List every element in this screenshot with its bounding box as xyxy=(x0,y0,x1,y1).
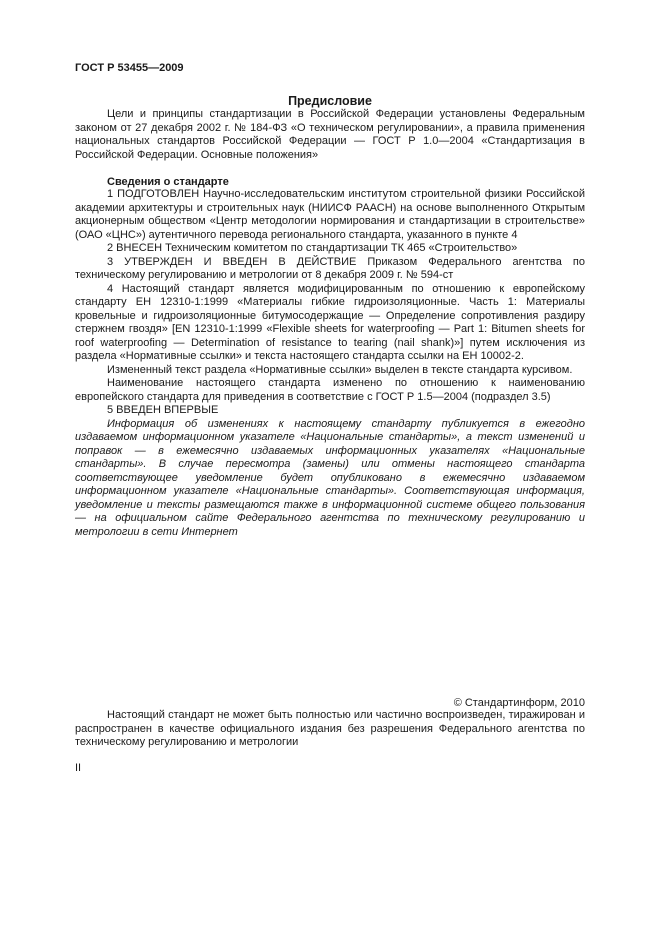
item-1: 1 ПОДГОТОВЛЕН Научно-исследовательским институтом строительной физики Российской академии архитектуры и строительных наук (НИИСФ РААСН) на основе выполненного Открытым акционерным обществом «Центр методологии нормирования и стандартизации в строительстве» (ОАО «ЦНС») аутентичного перевода регионального стандарта, указанного в пункте 4 xyxy=(75,188,585,241)
item-4-paragraph-1: 4 Настоящий стандарт является модифицированным по отношению к европейскому стандарту ЕН 12310-1:1999 «Материалы гибкие гидроизоляционные. Часть 1: Материалы кровельные и гидроизоляционные битумосодержащие — Определение сопротивления раздиру стержнем гвоздя» [EN 12310-1:1999 «Flexible sheets for waterproofing — Part 1: Bitumen sheets for roof waterproofing — Determination of resistance to tearing (nail shank)»] путем исключения из раздела «Нормативные ссылки» и текста настоящего стандарта ссылки на ЕН 10002-2. xyxy=(75,282,585,362)
item-3: 3 УТВЕРЖДЕН И ВВЕДЕН В ДЕЙСТВИЕ Приказом Федерального агентства по техническому регулированию и метрологии от 8 декабря 2009 г. № 594-ст xyxy=(75,255,585,281)
item-5: 5 ВВЕДЕН ВПЕРВЫЕ xyxy=(107,404,219,416)
item-4-paragraph-2: Измененный текст раздела «Нормативные ссылки» выделен в тексте стандарта курсивом. xyxy=(107,363,573,376)
info-heading: Сведения о стандарте xyxy=(107,176,229,188)
copyright-line: © Стандартинформ, 2010 xyxy=(453,697,585,709)
intro-paragraph: Цели и принципы стандартизации в Российской Федерации установлены Федеральным законом от 27 декабря 2002 г. № 184-ФЗ «О техническом регулировании», а правила применения национальных стандартов Российской Федерации — ГОСТ Р 1.0—2004 «Стандартизация в Российской Федерации. Основные положения» xyxy=(75,108,585,161)
doc-number: ГОСТ Р 53455—2009 xyxy=(75,62,184,74)
page-title: Предисловие xyxy=(288,94,372,108)
amendments-notice: Информация об изменениях к настоящему стандарту публикуется в ежегодно издаваемом информационном указателе «Национальные стандарты», а текст изменений и поправок — в ежемесячно издаваемых информационных указателях «Национальные стандарты». В случае пересмотра (замены) или отмены настоящего стандарта соответствующее уведомление будет опубликовано в ежемесячно издаваемом информационном указателе «Национальные стандарты». Соответствующая информация, уведомление и тексты размещаются также в информационной системе общего пользования — на официальном сайте Федерального агентства по техническому регулированию и метрологии в сети Интернет xyxy=(75,417,585,538)
page-number: II xyxy=(75,761,82,774)
item-4-paragraph-3: Наименование настоящего стандарта изменено по отношению к наименованию европейского стандарта для приведения в соответствие с ГОСТ Р 1.5—2004 (подраздел 3.5) xyxy=(75,377,585,403)
reproduction-restriction: Настоящий стандарт не может быть полностью или частично воспроизведен, тиражирован и распространен в качестве официального издания без разрешения Федерального агентства по техническому регулированию и метрологии xyxy=(75,709,585,748)
item-2: 2 ВНЕСЕН Техническим комитетом по стандартизации ТК 465 «Строительство» xyxy=(107,242,518,254)
